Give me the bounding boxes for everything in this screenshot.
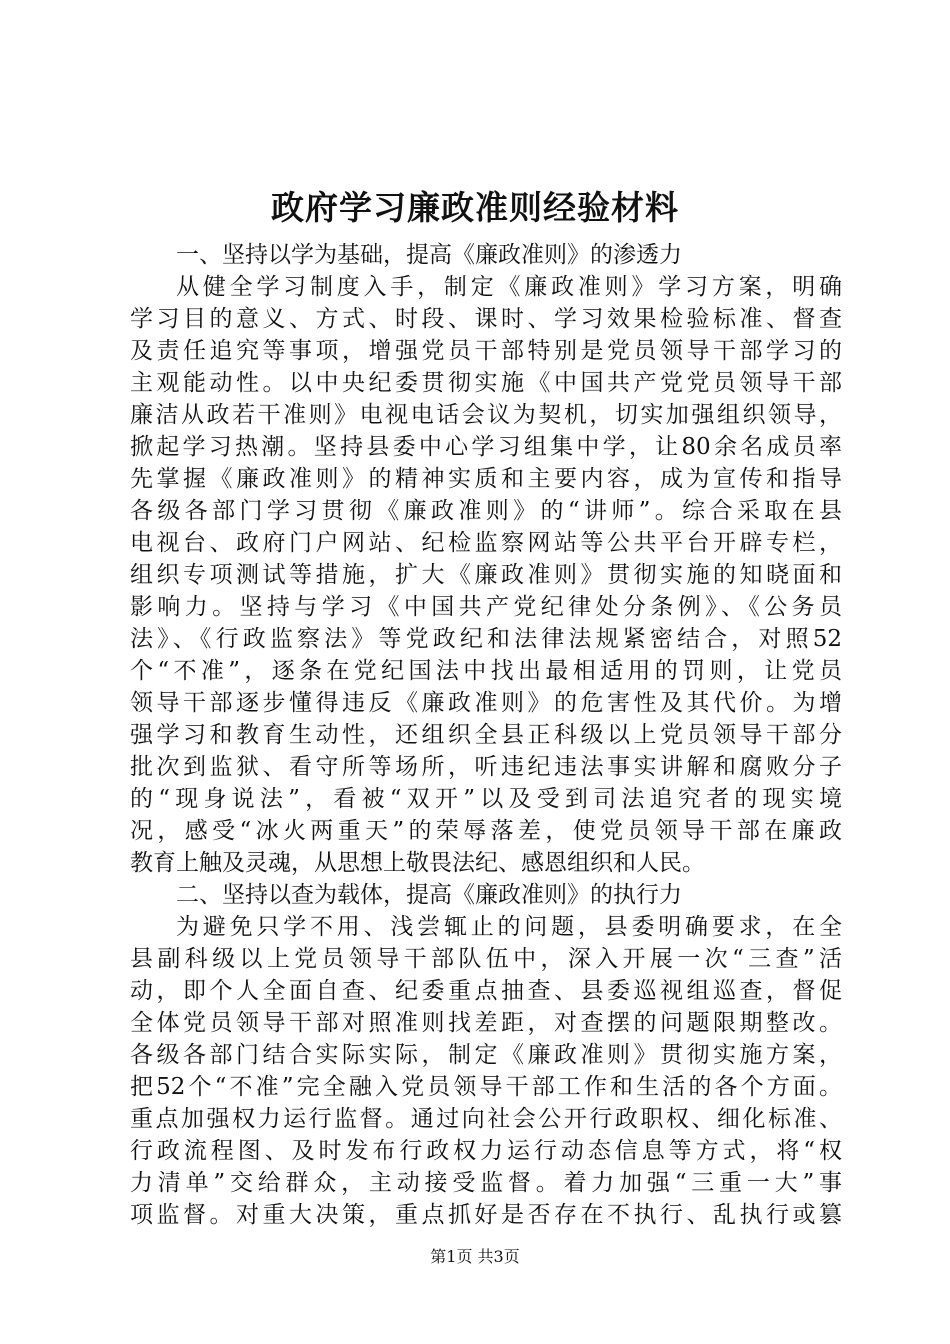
body-line: 学习目的意义、方式、时段、课时、学习效果检验标准、督查 [130,306,842,332]
body-line: 项监督。对重大决策，重点抓好是否存在不执行、乱执行或篡 [130,1202,842,1228]
page-footer: 第1页 共3页 [430,1247,520,1266]
body-line: 全体党员领导干部对照准则找差距，对查摆的问题限期整改。 [130,1010,842,1036]
body-line: 法》、《行政监察法》等党政纪和法律法规紧密结合，对照52 [130,626,842,652]
body-line: 主观能动性。以中央纪委贯彻实施《中国共产党党员领导干部 [130,370,842,396]
body-line: 把52个“不准”完全融入党员领导干部工作和生活的各个方面。 [130,1074,842,1100]
body-line: 各级各部门学习贯彻《廉政准则》的“讲师”。综合采取在县 [130,498,842,524]
section-heading: 一、坚持以学为基础，提高《廉政准则》的渗透力 [176,242,682,268]
body-line: 掀起学习热潮。坚持县委中心学习组集中学，让80余名成员率 [130,434,842,460]
body-line: 行政流程图、及时发布行政权力运行动态信息等方式，将“权 [130,1138,842,1164]
body-line: 况，感受“冰火两重天”的荣辱落差，使党员领导干部在廉政 [130,818,842,844]
body-line: 及责任追究等事项，增强党员干部特别是党员领导干部学习的 [130,338,842,364]
document-title: 政府学习廉政准则经验材料 [271,188,679,227]
body-line: 教育上触及灵魂，从思想上敬畏法纪、感恩组织和人民。 [130,850,705,876]
document-body [130,239,842,1231]
body-line: 廉洁从政若干准则》电视电话会议为契机，切实加强组织领导， [130,402,842,428]
body-line: 各级各部门结合实际实际，制定《廉政准则》贯彻实施方案， [130,1042,842,1068]
section-heading: 二、坚持以查为载体，提高《廉政准则》的执行力 [176,882,682,908]
body-line: 组织专项测试等措施，扩大《廉政准则》贯彻实施的知晓面和 [130,562,842,588]
body-line: 动，即个人全面自查、纪委重点抽查、县委巡视组巡查，督促 [130,978,842,1004]
body-line: 县副科级以上党员领导干部队伍中，深入开展一次“三查”活 [130,946,842,972]
body-line: 为避免只学不用、浅尝辄止的问题，县委明确要求，在全 [176,914,842,940]
body-line: 个“不准”，逐条在党纪国法中找出最相适用的罚则，让党员 [130,658,842,684]
body-line: 从健全学习制度入手，制定《廉政准则》学习方案，明确 [176,274,842,300]
body-line: 先掌握《廉政准则》的精神实质和主要内容，成为宣传和指导 [130,466,842,492]
body-line: 领导干部逐步懂得违反《廉政准则》的危害性及其代价。为增 [130,690,842,716]
body-line: 电视台、政府门户网站、纪检监察网站等公共平台开辟专栏， [130,530,842,556]
body-line: 强学习和教育生动性，还组织全县正科级以上党员领导干部分 [130,722,842,748]
body-line: 批次到监狱、看守所等场所，听违纪违法事实讲解和腐败分子 [130,754,842,780]
body-line: 重点加强权力运行监督。通过向社会公开行政职权、细化标准、 [130,1106,842,1132]
body-line: 影响力。坚持与学习《中国共产党纪律处分条例》、《公务员 [130,594,842,620]
body-line: 的“现身说法”，看被“双开”以及受到司法追究者的现实境 [130,786,842,812]
body-line: 力清单”交给群众，主动接受监督。着力加强“三重一大”事 [130,1170,842,1196]
